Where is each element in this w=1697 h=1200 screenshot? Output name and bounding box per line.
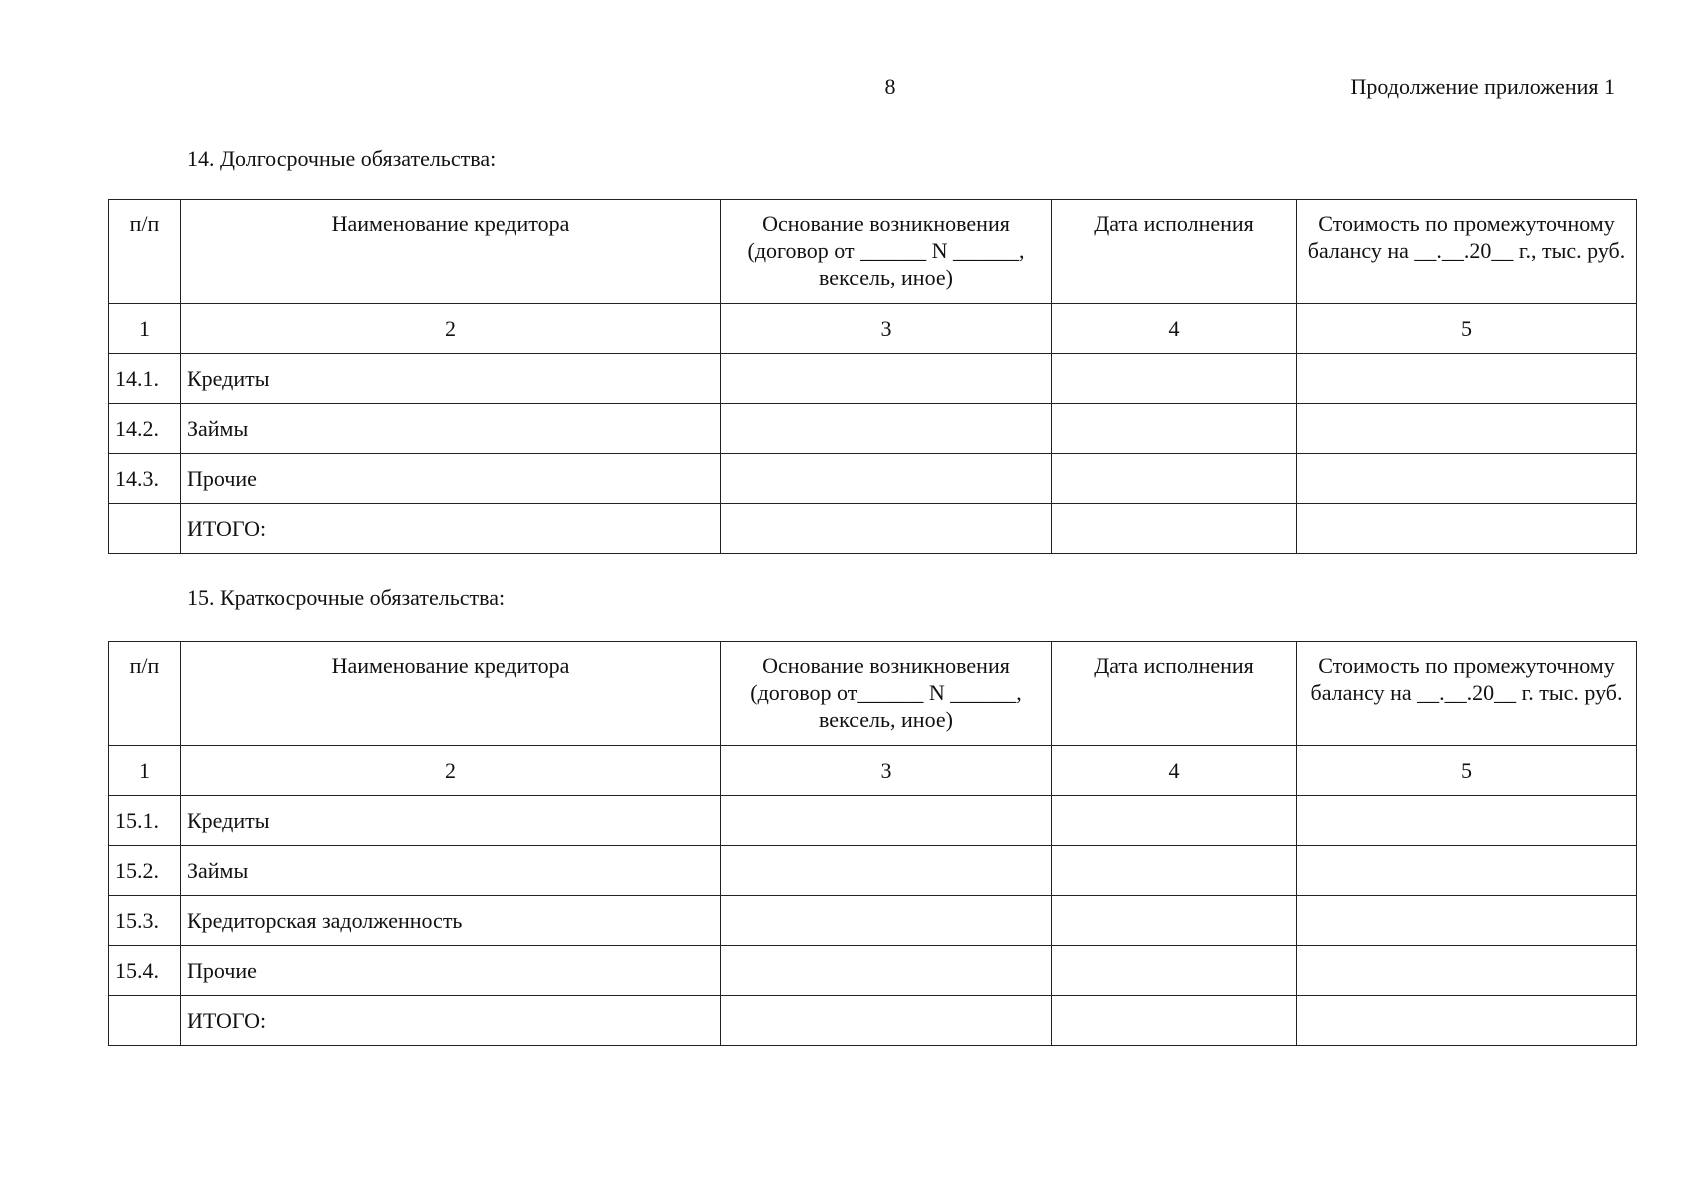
value-cell[interactable] [1297,896,1637,946]
column-header-basis: Основание возникновения (договор от ______ N ______, вексель, иное) [721,200,1052,304]
basis-cell[interactable] [721,846,1052,896]
column-number: 1 [109,746,181,796]
long-term-liabilities-table [108,199,1637,554]
total-label: ИТОГО: [181,996,721,1046]
column-number-row [109,304,1637,354]
table-row [109,404,1637,454]
row-code: 14.3. [109,454,181,504]
row-creditor-name: Прочие [181,454,721,504]
column-number: 3 [721,746,1052,796]
basis-cell[interactable] [721,354,1052,404]
basis-cell[interactable] [721,946,1052,996]
column-number: 2 [181,304,721,354]
column-header-number: п/п [109,200,181,304]
column-number: 1 [109,304,181,354]
row-creditor-name: Кредиторская задолженность [181,896,721,946]
column-header-creditor-name: Наименование кредитора [181,642,721,746]
basis-cell[interactable] [721,404,1052,454]
row-code: 14.2. [109,404,181,454]
due-date-cell[interactable] [1052,996,1297,1046]
column-header-value: Стоимость по промежуточному балансу на __.__.20__ г., тыс. руб. [1297,200,1637,304]
value-cell[interactable] [1297,404,1637,454]
due-date-cell[interactable] [1052,846,1297,896]
value-cell[interactable] [1297,354,1637,404]
column-number: 5 [1297,746,1637,796]
due-date-cell[interactable] [1052,946,1297,996]
due-date-cell[interactable] [1052,354,1297,404]
section-heading-short-term-liabilities: 15. Краткосрочные обязательства: [187,585,506,610]
due-date-cell[interactable] [1052,796,1297,846]
value-cell[interactable] [1297,946,1637,996]
basis-cell[interactable] [721,504,1052,554]
due-date-cell[interactable] [1052,896,1297,946]
table-row [109,846,1637,896]
total-row [109,996,1637,1046]
column-number: 3 [721,304,1052,354]
row-code [109,996,181,1046]
basis-cell[interactable] [721,454,1052,504]
column-number: 2 [181,746,721,796]
section-heading-long-term-liabilities: 14. Долгосрочные обязательства: [187,146,497,171]
short-term-liabilities-table [108,641,1637,1046]
row-creditor-name: Кредиты [181,354,721,404]
column-number-row [109,746,1637,796]
row-creditor-name: Займы [181,846,721,896]
row-code: 14.1. [109,354,181,404]
value-cell[interactable] [1297,796,1637,846]
value-cell[interactable] [1297,996,1637,1046]
total-row [109,504,1637,554]
column-header-number: п/п [109,642,181,746]
table-row [109,896,1637,946]
table-row [109,946,1637,996]
value-cell[interactable] [1297,846,1637,896]
value-cell[interactable] [1297,454,1637,504]
column-header-creditor-name: Наименование кредитора [181,200,721,304]
column-header-basis: Основание возникновения (договор от______ N ______, вексель, иное) [721,642,1052,746]
table-header-row [109,642,1637,746]
basis-cell[interactable] [721,996,1052,1046]
table-header-row [109,200,1637,304]
value-cell[interactable] [1297,504,1637,554]
row-creditor-name: Прочие [181,946,721,996]
row-code: 15.2. [109,846,181,896]
table-row [109,796,1637,846]
row-code: 15.4. [109,946,181,996]
due-date-cell[interactable] [1052,504,1297,554]
basis-cell[interactable] [721,796,1052,846]
row-code: 15.1. [109,796,181,846]
total-label: ИТОГО: [181,504,721,554]
row-code [109,504,181,554]
row-creditor-name: Займы [181,404,721,454]
page-number: 8 [884,74,896,99]
column-number: 4 [1052,304,1297,354]
table-row [109,454,1637,504]
row-creditor-name: Кредиты [181,796,721,846]
table-row [109,354,1637,404]
column-header-value: Стоимость по промежуточному балансу на __.__.20__ г. тыс. руб. [1297,642,1637,746]
due-date-cell[interactable] [1052,404,1297,454]
due-date-cell[interactable] [1052,454,1297,504]
basis-cell[interactable] [721,896,1052,946]
row-code: 15.3. [109,896,181,946]
appendix-continuation-note: Продолжение приложения 1 [1350,74,1615,99]
column-header-due-date: Дата исполнения [1052,642,1297,746]
column-number: 5 [1297,304,1637,354]
column-header-due-date: Дата исполнения [1052,200,1297,304]
column-number: 4 [1052,746,1297,796]
